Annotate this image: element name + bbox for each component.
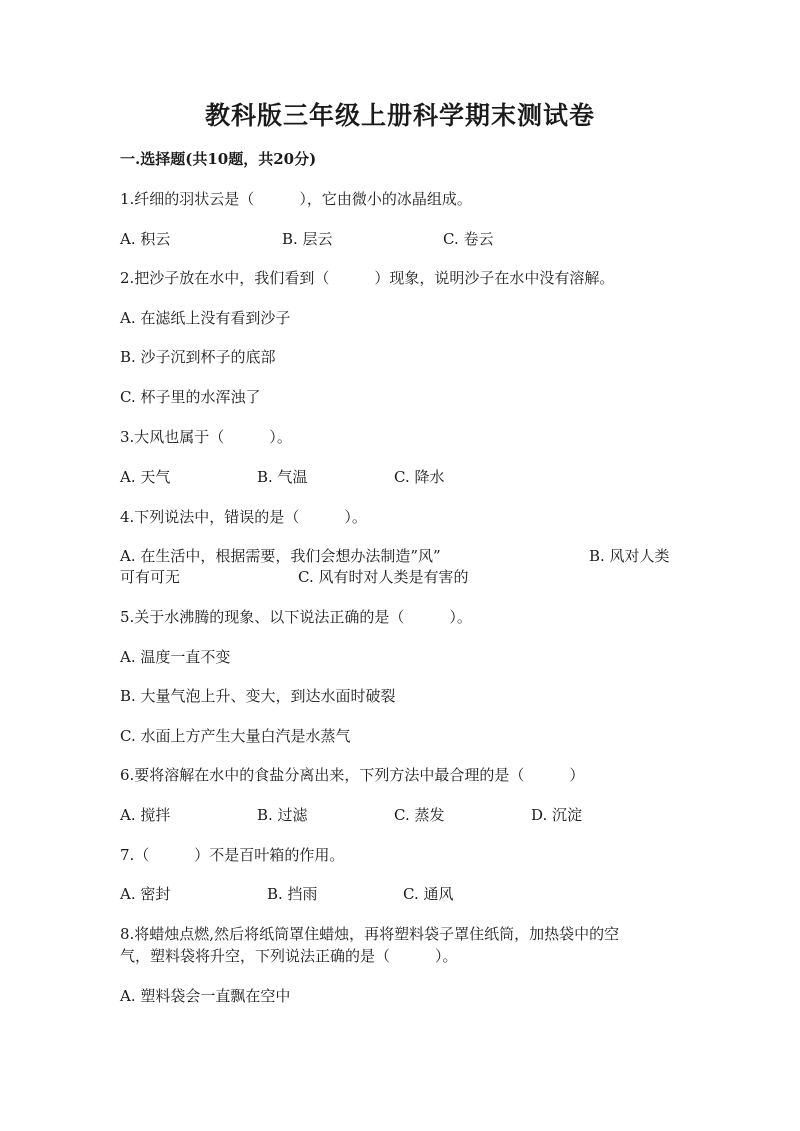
question-4-option-c: C. 风有时对人类是有害的	[298, 568, 469, 586]
question-7-option-b: B. 挡雨	[267, 885, 318, 903]
question-6-stem: 6.要将溶解在水中的食盐分离出来，下列方法中最合理的是（ ）	[120, 766, 585, 784]
question-4-option-b-continued: 可有可无	[120, 568, 181, 586]
question-6-option-d: D. 沉淀	[531, 806, 583, 824]
section-heading: 一.选择题(共10题，共20分)	[120, 150, 317, 168]
question-6-option-a: A. 搅拌	[120, 806, 171, 824]
question-7-option-a: A. 密封	[120, 885, 171, 903]
page-title: 教科版三年级上册科学期末测试卷	[204, 101, 595, 130]
question-2-option-a: A. 在滤纸上没有看到沙子	[120, 309, 291, 327]
question-4-option-b: B. 风对人类	[589, 547, 670, 565]
question-3-stem: 3.大风也属于（ ）。	[120, 428, 292, 446]
question-2-option-c: C. 杯子里的水浑浊了	[120, 388, 261, 406]
question-1-stem: 1.纤细的羽状云是（ ），它由微小的冰晶组成。	[120, 190, 472, 208]
question-5-option-b: B. 大量气泡上升、变大，到达水面时破裂	[120, 687, 396, 705]
question-5-option-c: C. 水面上方产生大量白汽是水蒸气	[120, 727, 351, 745]
question-8-stem-line-1: 8.将蜡烛点燃,然后将纸筒罩住蜡烛，再将塑料袋子罩住纸筒，加热袋中的空	[120, 925, 620, 943]
question-5-option-a: A. 温度一直不变	[120, 648, 231, 666]
question-6-option-c: C. 蒸发	[394, 806, 445, 824]
question-6-option-b: B. 过滤	[257, 806, 308, 824]
question-8-stem-line-2: 气，塑料袋将升空，下列说法正确的是（ ）。	[120, 947, 458, 965]
question-1-option-a: A. 积云	[120, 230, 171, 248]
question-1-option-c: C. 卷云	[443, 230, 494, 248]
question-2-stem: 2.把沙子放在水中，我们看到（ ）现象，说明沙子在水中没有溶解。	[120, 269, 615, 287]
question-5-stem: 5.关于水沸腾的现象、以下说法正确的是（ ）。	[120, 608, 472, 626]
question-3-option-c: C. 降水	[394, 468, 445, 486]
question-4-option-a: A. 在生活中，根据需要，我们会想办法制造”风”	[120, 547, 441, 565]
question-3-option-b: B. 气温	[257, 468, 308, 486]
question-2-option-b: B. 沙子沉到杯子的底部	[120, 348, 276, 366]
question-4-stem: 4.下列说法中，错误的是（ ）。	[120, 508, 367, 526]
question-7-option-c: C. 通风	[403, 885, 454, 903]
question-3-option-a: A. 天气	[120, 468, 171, 486]
question-1-option-b: B. 层云	[282, 230, 333, 248]
question-7-stem: 7.（ ）不是百叶箱的作用。	[120, 846, 345, 864]
question-8-option-a: A. 塑料袋会一直飘在空中	[120, 987, 291, 1005]
